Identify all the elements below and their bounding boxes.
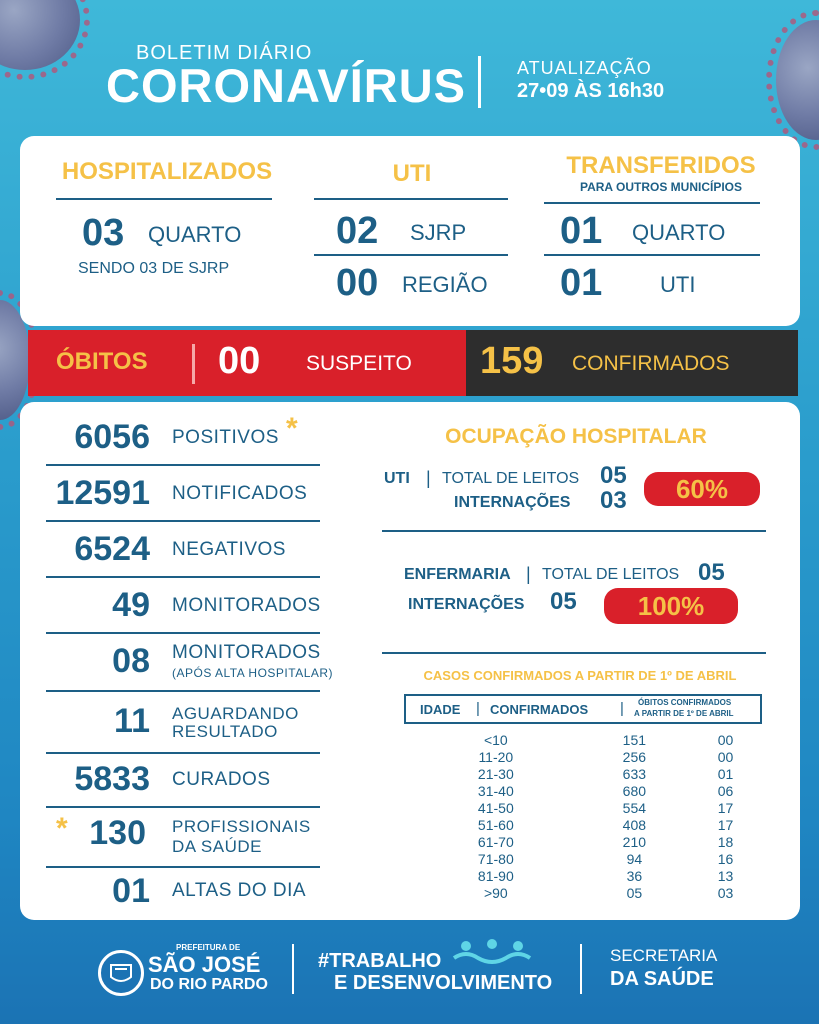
divider — [382, 530, 766, 532]
divider — [56, 198, 272, 200]
altas-number: 01 — [112, 872, 150, 910]
uti-title: UTI — [392, 160, 432, 187]
monitorados-pos-alta-sublabel: (APÓS ALTA HOSPITALAR) — [172, 666, 334, 680]
ocupacao-uti-label: UTI — [384, 470, 410, 487]
monitorados-pos-alta-number: 08 — [112, 642, 150, 680]
divider — [46, 464, 320, 466]
positivos-number: 6056 — [74, 418, 150, 456]
col-idade: IDADE — [420, 702, 461, 717]
age-cell: 41-50 — [477, 800, 514, 816]
ocupacao-enf-total: 05 — [698, 559, 725, 586]
transferidos-uti-label: UTI — [660, 272, 696, 297]
obitos-suspeito-label: SUSPEITO — [306, 352, 412, 375]
table-row — [412, 868, 762, 885]
deaths-cell: 00 — [717, 749, 734, 765]
casos-title: CASOS CONFIRMADOS A PARTIR DE 1º DE ABRIL — [423, 668, 737, 683]
age-cell: 31-40 — [477, 783, 514, 799]
table-row — [412, 800, 762, 817]
deaths-cell: 13 — [717, 868, 734, 884]
aguardando-label: AGUARDANDO — [172, 704, 299, 723]
deaths-cell: 03 — [717, 885, 734, 901]
footer-divider — [292, 944, 294, 994]
table-row — [412, 885, 762, 902]
altas-label: ALTAS DO DIA — [172, 880, 307, 901]
transferidos-subtitle: PARA OUTROS MUNICÍPIOS — [579, 180, 742, 194]
hospital-summary-card — [20, 136, 800, 326]
obitos-divider — [192, 344, 195, 384]
update-date: 27•09 ÀS 16h30 — [517, 80, 665, 102]
ocupacao-title: OCUPAÇÃO HOSPITALAR — [445, 425, 707, 448]
ocupacao-enf-internacoes: 05 — [550, 588, 577, 615]
ocupacao-uti-internacoes-label: INTERNAÇÕES — [454, 494, 571, 511]
footer-secretaria: SECRETARIA — [610, 946, 718, 965]
divider — [544, 254, 760, 256]
transferidos-uti-number: 01 — [560, 262, 603, 304]
confirmed-cell: 554 — [622, 800, 647, 816]
divider — [314, 198, 508, 200]
confirmed-cell: 05 — [626, 885, 643, 901]
monitorados-label: MONITORADOS — [172, 595, 321, 616]
confirmed-cell: 256 — [622, 749, 647, 765]
table-row — [412, 749, 762, 766]
footer-hashtag-line1: #TRABALHO — [318, 950, 442, 972]
table-row — [412, 834, 762, 851]
transferidos-quarto-label: QUARTO — [632, 220, 726, 245]
monitorados-number: 49 — [112, 586, 150, 624]
uti-regiao-number: 00 — [336, 262, 379, 304]
age-cell: 51-60 — [477, 817, 514, 833]
deaths-cell: 16 — [717, 851, 734, 867]
col-obitos-line2: A PARTIR DE 1º DE ABRIL — [634, 709, 734, 718]
col-obitos-line1: ÓBITOS CONFIRMADOS — [638, 698, 732, 707]
age-cell: 81-90 — [477, 868, 514, 884]
confirmed-cell: 151 — [622, 732, 647, 748]
negativos-number: 6524 — [74, 530, 150, 568]
col-separator: | — [476, 700, 480, 717]
obitos-confirmados-number: 159 — [480, 340, 544, 382]
negativos-label: NEGATIVOS — [172, 539, 286, 560]
footer-saude: DA SAÚDE — [610, 968, 714, 990]
confirmed-cell: 94 — [626, 851, 643, 867]
ocupacao-enf-separator: | — [526, 564, 531, 584]
profissionais-asterisk: * — [56, 812, 68, 845]
curados-number: 5833 — [74, 760, 150, 798]
ocupacao-enf-label: ENFERMARIA — [404, 566, 511, 583]
casos-table-header — [404, 694, 762, 724]
notificados-label: NOTIFICADOS — [172, 483, 308, 504]
divider — [46, 866, 320, 868]
hospitalizados-number: 03 — [82, 212, 125, 254]
ocupacao-uti-internacoes: 03 — [600, 487, 627, 514]
notificados-number: 12591 — [55, 474, 150, 512]
confirmed-cell: 210 — [622, 834, 647, 850]
divider — [46, 752, 320, 754]
table-row — [412, 817, 762, 834]
city-crest-icon — [98, 950, 144, 996]
age-cell: <10 — [483, 732, 508, 748]
confirmed-cell: 36 — [626, 868, 643, 884]
aguardando-sublabel: RESULTADO — [172, 722, 278, 741]
divider — [46, 690, 320, 692]
divider — [46, 632, 320, 634]
header-divider — [478, 56, 481, 108]
positivos-asterisk: * — [286, 412, 298, 445]
footer-hashtag-line2: E DESENVOLVIMENTO — [334, 972, 553, 994]
ocupacao-enf-total-label: TOTAL DE LEITOS — [542, 566, 680, 583]
profissionais-sublabel: DA SAÚDE — [172, 837, 262, 856]
monitorados-pos-alta-label: MONITORADOS — [172, 642, 321, 663]
ocupacao-uti-total: 05 — [600, 462, 627, 489]
footer-city-line1: SÃO JOSÉ — [148, 952, 261, 977]
footer-prefeitura: PREFEITURA DE — [176, 943, 241, 952]
footer-city-line2: DO RIO PARDO — [150, 976, 268, 993]
ocupacao-enf-percent: 100% — [604, 588, 738, 624]
hospitalizados-note: SENDO 03 DE SJRP — [78, 260, 230, 277]
update-label: ATUALIZAÇÃO — [517, 58, 652, 78]
hospitalizados-label: QUARTO — [148, 222, 242, 247]
waves-icon — [452, 938, 532, 966]
profissionais-label: PROFISSIONAIS — [172, 817, 311, 836]
uti-sjrp-number: 02 — [336, 210, 379, 252]
divider — [382, 652, 766, 654]
ocupacao-uti-percent: 60% — [644, 472, 760, 506]
age-cell: >90 — [483, 885, 508, 901]
divider — [544, 202, 760, 204]
age-cell: 71-80 — [477, 851, 514, 867]
virus-illustration-top-left — [0, 0, 80, 70]
table-row — [412, 766, 762, 783]
curados-label: CURADOS — [172, 769, 271, 790]
uti-regiao-label: REGIÃO — [402, 272, 488, 297]
deaths-cell: 17 — [717, 817, 734, 833]
uti-sjrp-label: SJRP — [410, 220, 467, 245]
obitos-label: ÓBITOS — [56, 348, 148, 375]
divider — [46, 806, 320, 808]
age-cell: 21-30 — [477, 766, 514, 782]
header-title: CORONAVÍRUS — [106, 59, 467, 112]
age-cell: 11-20 — [478, 749, 514, 765]
header-subtitle: BOLETIM DIÁRIO — [136, 42, 313, 64]
casos-table — [412, 732, 762, 902]
positivos-label: POSITIVOS — [172, 427, 279, 448]
divider — [46, 576, 320, 578]
deaths-cell: 17 — [717, 800, 734, 816]
deaths-cell: 18 — [717, 834, 734, 850]
transferidos-quarto-number: 01 — [560, 210, 603, 252]
profissionais-number: 130 — [89, 814, 146, 852]
divider — [314, 254, 508, 256]
deaths-cell: 00 — [717, 732, 734, 748]
confirmed-cell: 680 — [622, 783, 647, 799]
hospitalizados-title: HOSPITALIZADOS — [61, 158, 273, 185]
ocupacao-enf-internacoes-label: INTERNAÇÕES — [408, 596, 525, 613]
table-row — [412, 783, 762, 800]
aguardando-number: 11 — [114, 702, 150, 740]
obitos-suspeito-number: 00 — [218, 340, 261, 382]
divider — [46, 520, 320, 522]
virus-illustration-top-right — [776, 20, 819, 140]
confirmed-cell: 408 — [622, 817, 647, 833]
deaths-cell: 01 — [717, 766, 734, 782]
ocupacao-uti-total-label: TOTAL DE LEITOS — [442, 470, 580, 487]
col-confirmados: CONFIRMADOS — [490, 702, 589, 717]
table-row — [412, 732, 762, 749]
transferidos-title: TRANSFERIDOS — [566, 152, 756, 179]
table-row — [412, 851, 762, 868]
ocupacao-uti-separator: | — [426, 468, 431, 488]
age-cell: 61-70 — [477, 834, 514, 850]
footer-divider — [580, 944, 582, 994]
obitos-confirmados-label: CONFIRMADOS — [572, 352, 730, 375]
col-separator: | — [620, 700, 624, 717]
deaths-cell: 06 — [717, 783, 734, 799]
confirmed-cell: 633 — [622, 766, 647, 782]
